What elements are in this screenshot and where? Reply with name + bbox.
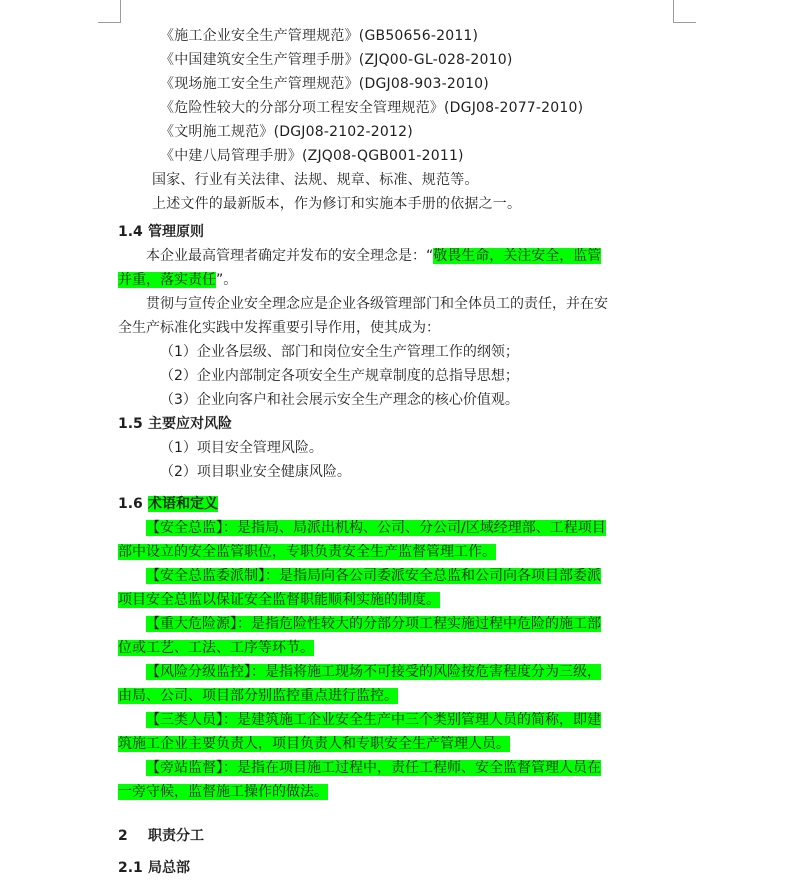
section-title: 管理原则 [148,224,204,240]
section-title: 主要应对风险 [148,416,232,432]
paragraph-continuation [118,268,674,292]
term-definition [118,756,674,804]
section-heading-1-6 [118,492,674,516]
term-line: 筑施工企业主要负责人，项目负责人和专职安全生产管理人员。 [118,736,510,752]
reference-list [118,24,674,216]
reference-item: 《中国建筑安全生产管理手册》(ZJQ00-GL-028-2010) [160,52,513,68]
reference-item: 上述文件的最新版本，作为修订和实施本手册的依据之一。 [152,196,522,212]
term-line: 项目安全总监以保证安全监督职能顺利实施的制度。 [118,592,440,608]
section-heading-1-4 [118,220,674,244]
list-item: （2）项目职业安全健康风险。 [160,464,351,480]
section-title: 术语和定义 [148,496,218,512]
term-line: 【三类人员】：是建筑施工企业安全生产中三个类别管理人员的简称，即建 [146,712,601,728]
section-number: 1.4 [118,224,143,240]
crop-mark-top-right [673,0,696,23]
reference-item: 《施工企业安全生产管理规范》(GB50656-2011) [160,28,479,44]
crop-mark-top-left [98,0,121,23]
paragraph-continuation: 全生产标准化实践中发挥重要引导作用，使其成为： [118,320,440,336]
reference-item: 《危险性较大的分部分项工程安全管理规范》(DGJ08-2077-2010) [160,100,584,116]
term-line: 【风险分级监控】：是指将施工现场不可接受的风险按危害程度分为三级， [146,664,601,680]
term-definition [118,660,674,708]
section-heading-2-1 [118,856,674,880]
section-title: 职责分工 [148,828,204,844]
reference-item: 国家、行业有关法律、法规、规章、标准、规范等。 [152,172,479,188]
text-run: ”。 [216,272,238,288]
reference-item: 《中建八局管理手册》(ZJQ08-QGB001-2011) [160,148,464,164]
paragraph-line: 贯彻与宣传企业安全理念应是企业各级管理部门和全体员工的责任，并在安 [146,296,608,312]
section-number: 2.1 [118,860,143,876]
section-number: 1.6 [118,496,143,512]
term-line: 【旁站监督】：是指在项目施工过程中，责任工程师、安全监督管理人员在 [146,760,601,776]
list-item: （3）企业向客户和社会展示安全生产理念的核心价值观。 [160,392,519,408]
section-number: 1.5 [118,416,143,432]
term-line: 【安全总监】：是指局、局派出机构、公司、分公司/区域经理部、工程项目 [146,520,606,536]
section-heading-1-5 [118,412,674,436]
section-title: 局总部 [148,860,190,876]
term-line: 【重大危险源】：是指危险性较大的分部分项工程实施过程中危险的施工部 [146,616,601,632]
term-definition [118,612,674,660]
term-definition [118,708,674,756]
term-definition [118,564,674,612]
term-line: 【安全总监委派制】：是指局向各公司委派安全总监和公司向各项目部委派 [146,568,601,584]
term-line: 位或工艺、工法、工序等环节。 [118,640,314,656]
list-item: （1）企业各层级、部门和岗位安全生产管理工作的纲领； [160,344,519,360]
section-heading-2 [118,824,674,848]
section-number: 2 [118,828,128,844]
highlighted-text: 敬畏生命，关注安全，监管 [433,248,602,264]
term-line: 一旁守候，监督施工操作的做法。 [118,784,328,800]
list-item: （1）项目安全管理风险。 [160,440,323,456]
reference-item: 《文明施工规范》(DGJ08-2102-2012) [160,124,413,140]
term-line: 由局、公司、项目部分别监控重点进行监控。 [118,688,398,704]
text-run: 本企业最高管理者确定并发布的安全理念是：“ [146,248,434,264]
term-definition [118,516,674,564]
paragraph-safety-philosophy [118,244,674,268]
list-item: （2）企业内部制定各项安全生产规章制度的总指导思想； [160,368,519,384]
term-line: 部中设立的安全监管职位，专职负责安全生产监督管理工作。 [118,544,496,560]
reference-item: 《现场施工安全生产管理规范》(DGJ08-903-2010) [160,76,489,92]
highlighted-text: 并重，落实责任 [118,272,216,288]
document-page [118,24,674,880]
